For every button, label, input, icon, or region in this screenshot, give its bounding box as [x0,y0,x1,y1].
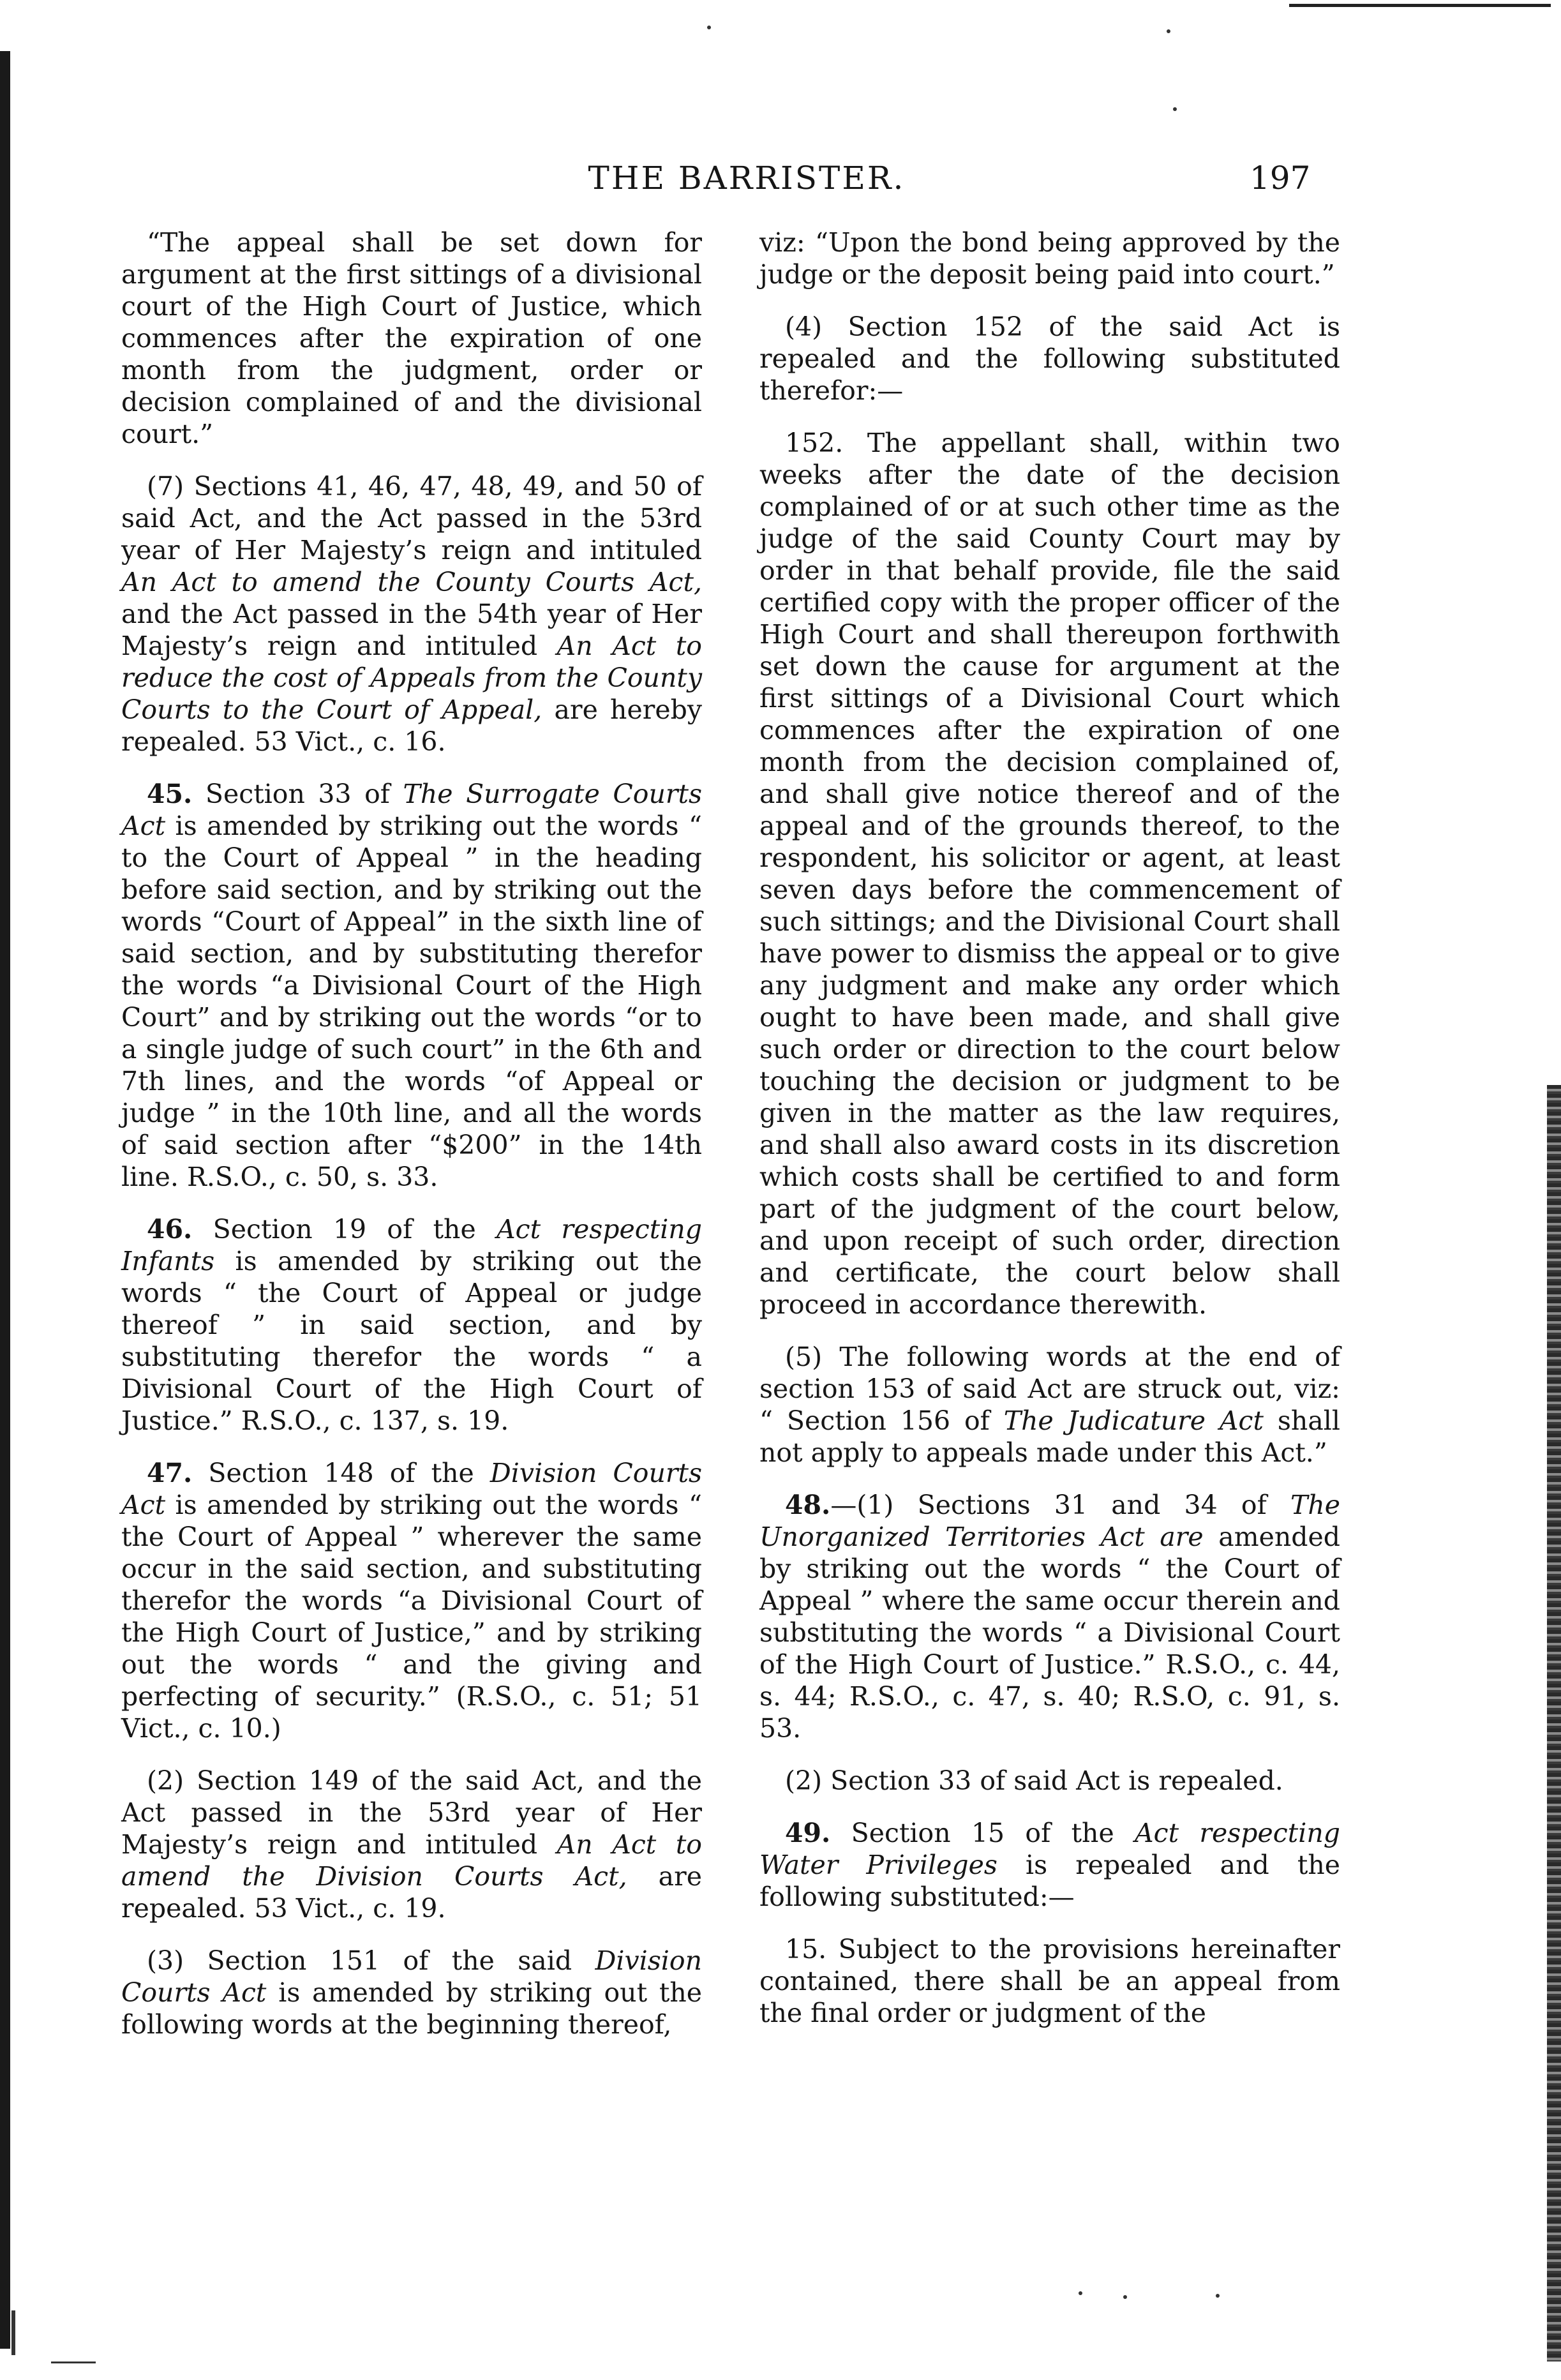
section-number: 49. [785,1818,831,1848]
page-edge-shadow [1547,1085,1561,2361]
paragraph-text: Section 33 of [192,779,403,809]
paragraph-text: and the Act passed in the 54th year of Her Majesty’s reign and intituled [121,599,702,661]
page-number: 197 [1250,160,1311,197]
act-title: Act respecting Infants [121,1214,702,1276]
paragraph [759,227,1340,290]
act-title: The Judicature Act [1003,1405,1264,1436]
paragraph-text: viz: “Upon the bond being approved by the judge or the deposit being paid into court.” [759,227,1340,290]
paragraph [121,470,702,758]
binding-shadow [0,51,10,2349]
paragraph-text: Section 19 of the [192,1214,497,1245]
top-edge-rule [1289,4,1551,7]
ink-speck [1216,2294,1220,2298]
paragraph-text: (5) The following words at the end of section 153 of said Act are struck out, viz: “ Section 156 of [759,1342,1340,1436]
act-title: Division Courts Act [121,1945,702,2008]
paragraph-text: (2) Section 149 of the said Act, and the Act passed in the 53rd year of Her Majesty’s reign and intituled [121,1765,702,1860]
paragraph-text: amended by striking out the words “ the Court of Appeal ” where the same occur therein and substituting the words “ a Divisional Court of the High Court of Justice.” R.S.O., c. 44, s. 44; R.S.O., c. 47, s. 40; R.S.O, c. 91, s. 53. [759,1522,1340,1744]
paragraph-text: is amended by striking out the words “ the Court of Appeal or judge thereof ” in said section, and by substituting therefor the words “ a Divisional Court of the High Court of Justice.” R.S.O., c. 137, s. 19. [121,1246,702,1436]
paragraph-text: (7) Sections 41, 46, 47, 48, 49, and 50 of said Act, and the Act passed in the 53rd year of Her Majesty’s reign and intituled [121,471,702,565]
paragraph [759,1341,1340,1469]
paragraph [759,1817,1340,1913]
paragraph [759,1933,1340,2029]
paragraph-text: shall not apply to appeals made under this Act.” [759,1405,1340,1468]
paragraph-text: Section 15 of the [830,1818,1135,1848]
section-number: 48. [785,1490,831,1520]
paragraph-text: (2) Section 33 of said Act is repealed. [785,1765,1283,1796]
act-title: An Act to amend the County Courts Act, [121,567,702,597]
paragraph-text: is amended by striking out the words “ the Court of Appeal ” wherever the same occur in the said section, and substituting therefor the words “a Divisional Court of the High Court of Justice,” and by striking out the words “ and the giving and perfecting of security.” (R.S.O., c. 51; 51 Vict., c. 10.) [121,1490,702,1744]
ink-speck [1173,107,1177,111]
binding-shadow-fragment [11,2310,15,2355]
paragraph-text: Section 148 of the [192,1458,490,1488]
paragraph-text: are hereby repealed. 53 Vict., c. 16. [121,694,702,757]
paragraph [759,311,1340,407]
page-header [0,160,1561,204]
act-title: The Unorganized Territories Act are [759,1490,1340,1552]
ink-speck [1167,29,1170,33]
paragraph [121,1945,702,2040]
left-column [121,227,702,2061]
running-title: THE BARRISTER. [588,160,906,197]
paragraph-text: (4) Section 152 of the said Act is repealed and the following substituted therefor:— [759,311,1340,406]
paragraph-text: 152. The appellant shall, within two weeks after the date of the decision complained of or at such other time as the judge of the said County Court may by order in that behalf provide, file the said certified copy with the proper officer of the High Court and shall thereupon forthwith set down the cause for argument at the first sittings of a Divisional Court which commences after the expiration of one month from the decision complained of, and shall give notice thereof and of the appeal and of the grounds thereof, to the respondent, his solicitor or agent, at least seven days before the commencement of such sittings; and the Divisional Court shall have power to dismiss the appeal or to give any judgment and make any order which ought to have been made, and shall give such order or direction to the court below touching the decision or judgment to be given in the matter as the law requires, and shall also award costs in its discretion which costs shall be certified to and form part of the judgment of the court below, and upon receipt of such order, direction and certificate, the court below shall proceed in accordance therewith. [759,428,1340,1320]
paragraph-text: (3) Section 151 of the said [147,1945,595,1976]
paragraph [121,1213,702,1437]
ink-speck [1079,2291,1082,2295]
paragraph-text: —(1) Sections 31 and 34 of [830,1490,1290,1520]
act-title: Act respecting Water Privileges [759,1818,1340,1880]
act-title: An Act to reduce the cost of Appeals from the County Courts to the Court of Appeal, [121,631,702,725]
paragraph [759,1489,1340,1744]
section-number: 45. [147,779,193,809]
paragraph [121,778,702,1193]
ink-speck [1123,2295,1127,2299]
act-title: The Surrogate Courts Act [121,779,703,841]
section-number: 46. [147,1214,193,1245]
paragraph-text: are repealed. 53 Vict., c. 19. [121,1861,702,1924]
section-number: 47. [147,1458,193,1488]
act-title: An Act to amend the Division Courts Act, [121,1829,702,1892]
act-title: Division Courts Act [121,1458,702,1520]
paragraph [759,1765,1340,1797]
paragraph [121,1765,702,1924]
paragraph-text: is repealed and the following substituted:— [759,1850,1340,1912]
right-column [759,227,1340,2049]
paragraph [759,427,1340,1321]
ink-speck [707,26,711,29]
ink-mark [51,2361,96,2363]
paragraph-text: is amended by striking out the following words at the beginning thereof, [121,1977,703,2040]
paragraph [121,227,702,450]
paragraph-text: is amended by striking out the words “ to the Court of Appeal ” in the heading before said section, and by striking out the words “Court of Appeal” in the sixth line of said section, and by substituting therefor the words “a Divisional Court of the High Court” and by striking out the words “or to a single judge of such court” in the 6th and 7th lines, and the words “of Appeal or judge ” in the 10th line, and all the words of said section after “$200” in the 14th line. R.S.O., c. 50, s. 33. [121,811,702,1192]
paragraph [121,1457,702,1744]
paragraph-text: “The appeal shall be set down for argument at the first sittings of a divisional court of the High Court of Justice, which commences after the expiration of one month from the judgment, order or decision complained of and the divisional court.” [121,227,702,449]
paragraph-text: 15. Subject to the provisions hereinafter contained, there shall be an appeal from the final order or judgment of the [759,1934,1340,2028]
